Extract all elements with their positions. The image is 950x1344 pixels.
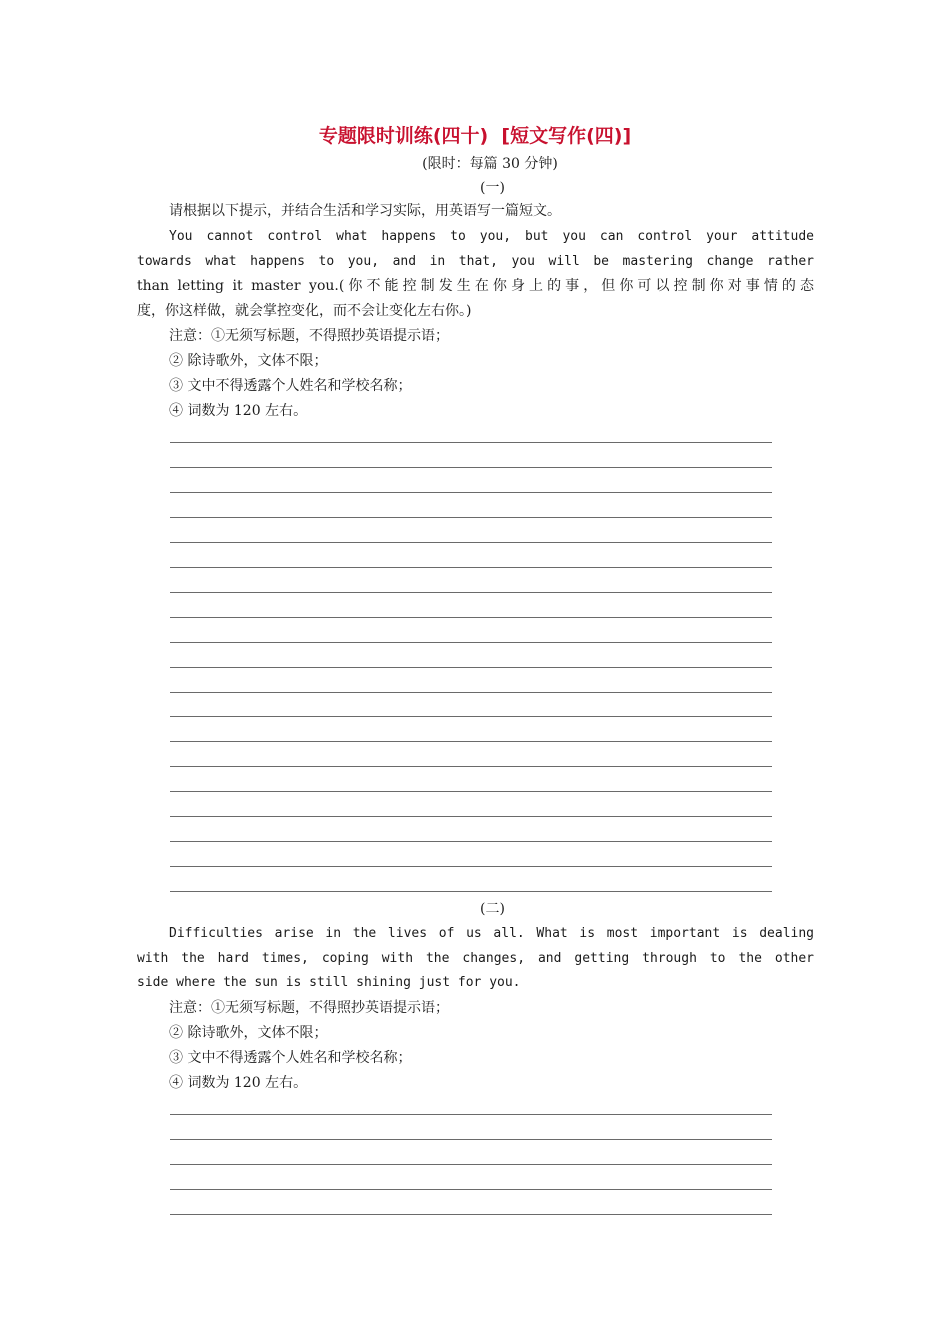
prompt-line: Difficulties arise in the lives of us all. What is most important is dealing — [169, 926, 814, 941]
section-one-mark: (一) — [480, 180, 505, 196]
time-limit-subtitle: (限时：每篇 30 分钟) — [422, 156, 558, 172]
note-line: ③ 文中不得透露个人姓名和学校名称； — [169, 1050, 412, 1066]
answer-line — [170, 442, 772, 443]
answer-line — [170, 567, 772, 568]
answer-line — [170, 467, 772, 468]
answer-line — [170, 866, 772, 867]
note-line: 注意：①无须写标题，不得照抄英语提示语； — [169, 1000, 449, 1016]
answer-line — [170, 517, 772, 518]
prompt-line: side where the sun is still shining just for you. — [137, 975, 521, 990]
answer-line — [170, 542, 772, 543]
answer-line — [170, 692, 772, 693]
answer-line — [170, 1214, 772, 1215]
section-two-mark: (二) — [480, 901, 505, 917]
prompt-line: with the hard times, coping with the changes, and getting through to the other — [137, 951, 814, 966]
answer-line — [170, 592, 772, 593]
note-line: ③ 文中不得透露个人姓名和学校名称； — [169, 378, 412, 394]
prompt-line: towards what happens to you, and in that, you will be mastering change rather — [137, 254, 814, 269]
answer-line — [170, 741, 772, 742]
answer-line — [170, 1139, 772, 1140]
note-line: ② 除诗歌外，文体不限； — [169, 353, 328, 369]
answer-line — [170, 841, 772, 842]
answer-line — [170, 492, 772, 493]
prompt-line: than letting it master you.(你不能控制发生在你身上的事，但你可以控制你对事情的态 — [137, 278, 814, 294]
answer-line — [170, 1189, 772, 1190]
page-title: 专题限时训练(四十) [短文写作(四)] — [318, 125, 632, 147]
answer-line — [170, 1164, 772, 1165]
answer-line — [170, 766, 772, 767]
answer-line — [170, 816, 772, 817]
answer-line — [170, 617, 772, 618]
answer-line — [170, 642, 772, 643]
prompt-line: 度，你这样做，就会掌控变化，而不会让变化左右你。) — [137, 303, 472, 319]
answer-line — [170, 1114, 772, 1115]
answer-line — [170, 716, 772, 717]
answer-line — [170, 791, 772, 792]
note-line: ② 除诗歌外，文体不限； — [169, 1025, 328, 1041]
prompt-line: You cannot control what happens to you, but you can control your attitude — [169, 229, 814, 244]
section-one-instruction: 请根据以下提示，并结合生活和学习实际，用英语写一篇短文。 — [169, 203, 561, 219]
answer-line — [170, 891, 772, 892]
note-line: 注意：①无须写标题，不得照抄英语提示语； — [169, 328, 449, 344]
note-line: ④ 词数为 120 左右。 — [169, 1075, 308, 1091]
note-line: ④ 词数为 120 左右。 — [169, 403, 308, 419]
answer-line — [170, 667, 772, 668]
